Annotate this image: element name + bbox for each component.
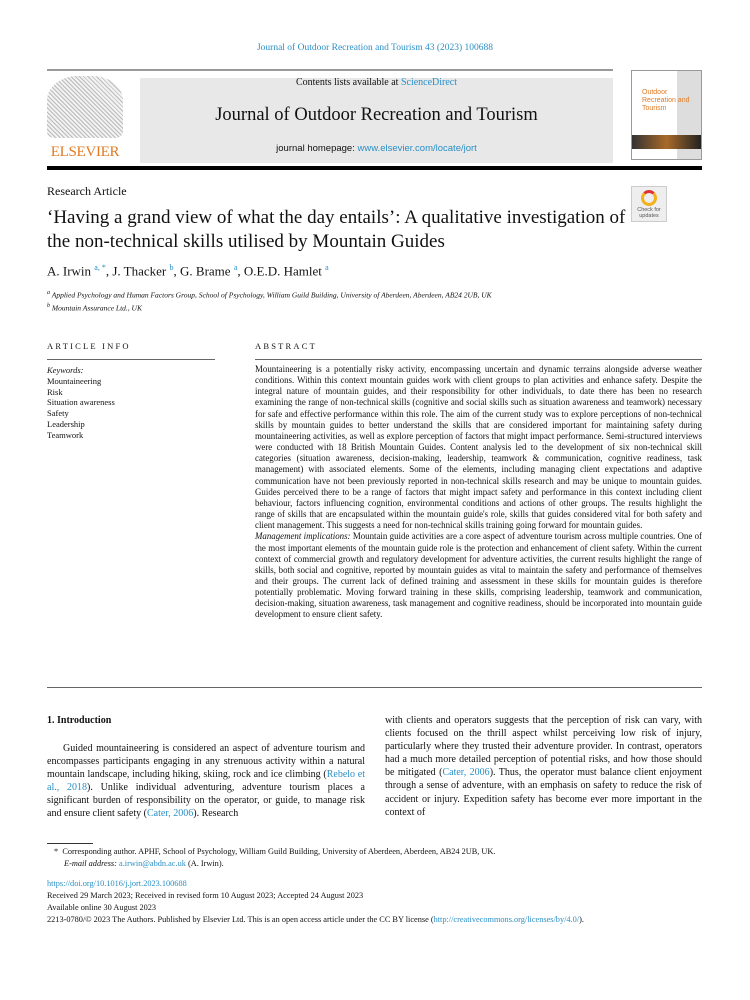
received-dates: Received 29 March 2023; Received in revised form 10 August 2023; Accepted 24 August 2023 [47,891,364,900]
affiliations [47,288,492,313]
keywords-label: Keywords: [47,365,84,375]
paragraph-text: Guided mountaineering is considered an aspect of adventure tourism and encompasses participants engaging in any strenuous activity within a natural mountain landscape, including hiking, skiing, rock and ice climbing ( [47,743,365,781]
author-list: A. Irwin $^{a, *}$, J. Thacker $^b$, G. Brame $^a$, O.E.D. Hamlet $^a$ [47,263,329,279]
author-affiliation-mark[interactable]: a [325,263,329,272]
citation-link[interactable]: Cater, 2006 [442,767,490,779]
keyword: Situation awareness [47,397,115,408]
paragraph-text: ). Unlike individual adventuring, adventure tourism places a significant burden of responsibility on the operator, or guide, to manage risk and ensure client safety ( [47,782,365,820]
author-name[interactable]: G. Brame [180,263,231,279]
journal-title: Journal of Outdoor Recreation and Tourism [215,105,538,125]
management-implications-text: Mountain guide activities are a core aspect of adventure tourism across multiple countries. One of the most important elements of the mountain guide role is the protection and enhancement of client safety. Within the current context of commercial growth and regulatory development for adventure activities, the current results highlight the range of skills, both social and cognitive, reported by mountain guides as vital to maintain the safety and performance of themselves and their groups. The current lack of defined training and assessment in these skills for mountain guides is therefore potentially problematic. Moving forward training in these skills, comprising leadership, teamwork and communication, decision-making, situation awareness, task management and cognitive readiness, should be incorporated into mountain guide development to ensure client safety. [255,531,702,620]
article-info-heading: ARTICLE INFO [47,341,131,351]
email-link[interactable]: a.irwin@abdn.ac.uk [119,858,186,868]
author-name[interactable]: J. Thacker [112,263,167,279]
article-title: ‘Having a grand view of what the day entails’: A qualitative investigation of the non-technical skills utilised by Mountain Guides [47,207,626,252]
copyright-text: 2213-0780/© 2023 The Authors. Published by Elsevier Ltd. This is an open access article under the CC BY license ( [47,915,434,924]
author-affiliation-mark[interactable]: b [169,263,174,272]
copyright-end: ). [579,915,584,924]
journal-reference-link[interactable]: Journal of Outdoor Recreation and Tourism 43 (2023) 100688 [256,43,494,53]
intro-left-column [47,742,365,821]
keyword: Safety [47,408,69,419]
paragraph-text: ). Research [193,808,239,820]
keyword: Teamwork [47,429,84,440]
available-online: Available online 30 August 2023 [47,903,157,912]
keyword: Leadership [47,418,85,429]
journal-banner [140,78,613,163]
author-affiliation-mark[interactable]: a, * [94,263,106,272]
footnote-mark: * [54,847,59,856]
publisher-name: ELSEVIER [50,144,120,160]
paragraph-text: with clients and operators suggests that the perception of risk can vary, with clients focused on the thrill aspect whilst perceiving low risk of injury, particularly where they trusted their adventure provider. In contrast, operators had a much more detailed perception of potential risks, and how those should be mitigated ( [385,715,702,779]
abstract-heading: ABSTRACT [255,341,317,351]
check-for-updates-button[interactable] [631,186,667,222]
journal-cover-image[interactable] [631,70,702,160]
keywords [47,365,115,441]
abstract-body [255,364,702,621]
footnote-rule [47,843,93,844]
section-heading: 1. Introduction [47,715,112,726]
keyword: Mountaineering [47,375,102,386]
cover-title: Outdoor Recreation and Tourism [642,89,690,112]
check-updates-label: Check for updates [637,207,661,219]
header-rule [47,69,613,71]
affiliation-text: Applied Psychology and Human Factors Group, School of Psychology, William Guild Building, University of Aberdeen, Aberdeen, AB24 2UB, UK [51,290,492,300]
affiliation-mark: a [47,290,50,296]
author-name[interactable]: O.E.D. Hamlet [243,263,322,279]
divider [47,359,215,360]
footnote-text: Corresponding author. APHF, School of Psychology, William Guild Building, University of Aberdeen, Aberdeen, AB24 2UB, UK. [62,847,496,856]
email-suffix: (A. Irwin). [185,858,224,868]
citation-link[interactable]: Rebelo et al., 2018 [47,769,365,794]
divider [255,359,702,360]
header-thick-rule [47,166,702,170]
author-name[interactable]: A. Irwin [47,263,92,279]
footnote [54,846,496,869]
paragraph-text: ). Thus, the operator must balance client enjoyment through a sense of adventure, with an emphasis on safety to reduce the risk of accident or injury. Expedition safety has become ever more important in the context of [385,767,702,818]
doi-link[interactable]: https://doi.org/10.1016/j.jort.2023.100688 [47,879,187,888]
email-label: E-mail address: [64,858,117,868]
abstract-text: Mountaineering is a potentially risky activity, encompassing uncertain and dynamic terrains alongside adverse weather conditions. Within this context mountain guides work with client groups to plan activities and enhance safety. Despite the integral nature of mountain guides, and their responsibility for other individuals, to date there has been no research examining the range of non-technical skills (cognitive and social skills such as situation awareness and teamwork) necessary for safe and effective performance within this role. The aim of the current study was to explore perceptions of non-technical skills by mountain guides to better understand the skills that are considered important for maintaining safety during mountaineering activities, as well as explore perception of factors that might impact performance. Semi-structured interviews were conducted with 18 British Mountain Guides. Content analysis led to the development of six non-technical skill categories (situation awareness, decision-making, leadership, teamwork & communication, cognitive readiness, task management) with associated elements. Some of the elements, including managing client expectations and adaptive communication have not been previously reported in non-technical skills research and may be unique to mountain guides. Guides perceived there to be a range of factors that might impact safety and performance in this context including client behaviour, factors influencing cognition, environmental conditions and actions of other groups. The results highlight the range of skills that are encapsulated within the mountain guide's role, skills that guides considered vital for both safety and client management. This suggests a need for non-technical skills training going forward for mountain guides. [255,364,702,531]
check-updates-icon [641,190,657,206]
citation-link[interactable]: Cater, 2006 [146,808,194,820]
article-type: Research Article [47,184,127,198]
homepage-label: journal homepage: [276,143,358,154]
keyword: Risk [47,386,63,397]
license-link[interactable]: http://creativecommons.org/licenses/by/4.0/ [433,915,580,924]
author-affiliation-mark[interactable]: a [233,263,238,272]
affiliation-mark: b [47,302,50,309]
article-metadata [47,878,584,926]
cover-photo [632,135,701,149]
sciencedirect-link[interactable]: ScienceDirect [400,77,458,88]
elsevier-tree-icon [47,76,123,138]
homepage-link[interactable]: www.elsevier.com/locate/jort [357,143,477,154]
affiliation-text: Mountain Assurance Ltd., UK [51,303,142,312]
divider [47,687,702,688]
elsevier-logo[interactable] [47,76,123,162]
management-implications-label: Management implications: [255,531,351,542]
contents-label: Contents lists available at [295,77,401,88]
intro-right-column [385,714,702,819]
